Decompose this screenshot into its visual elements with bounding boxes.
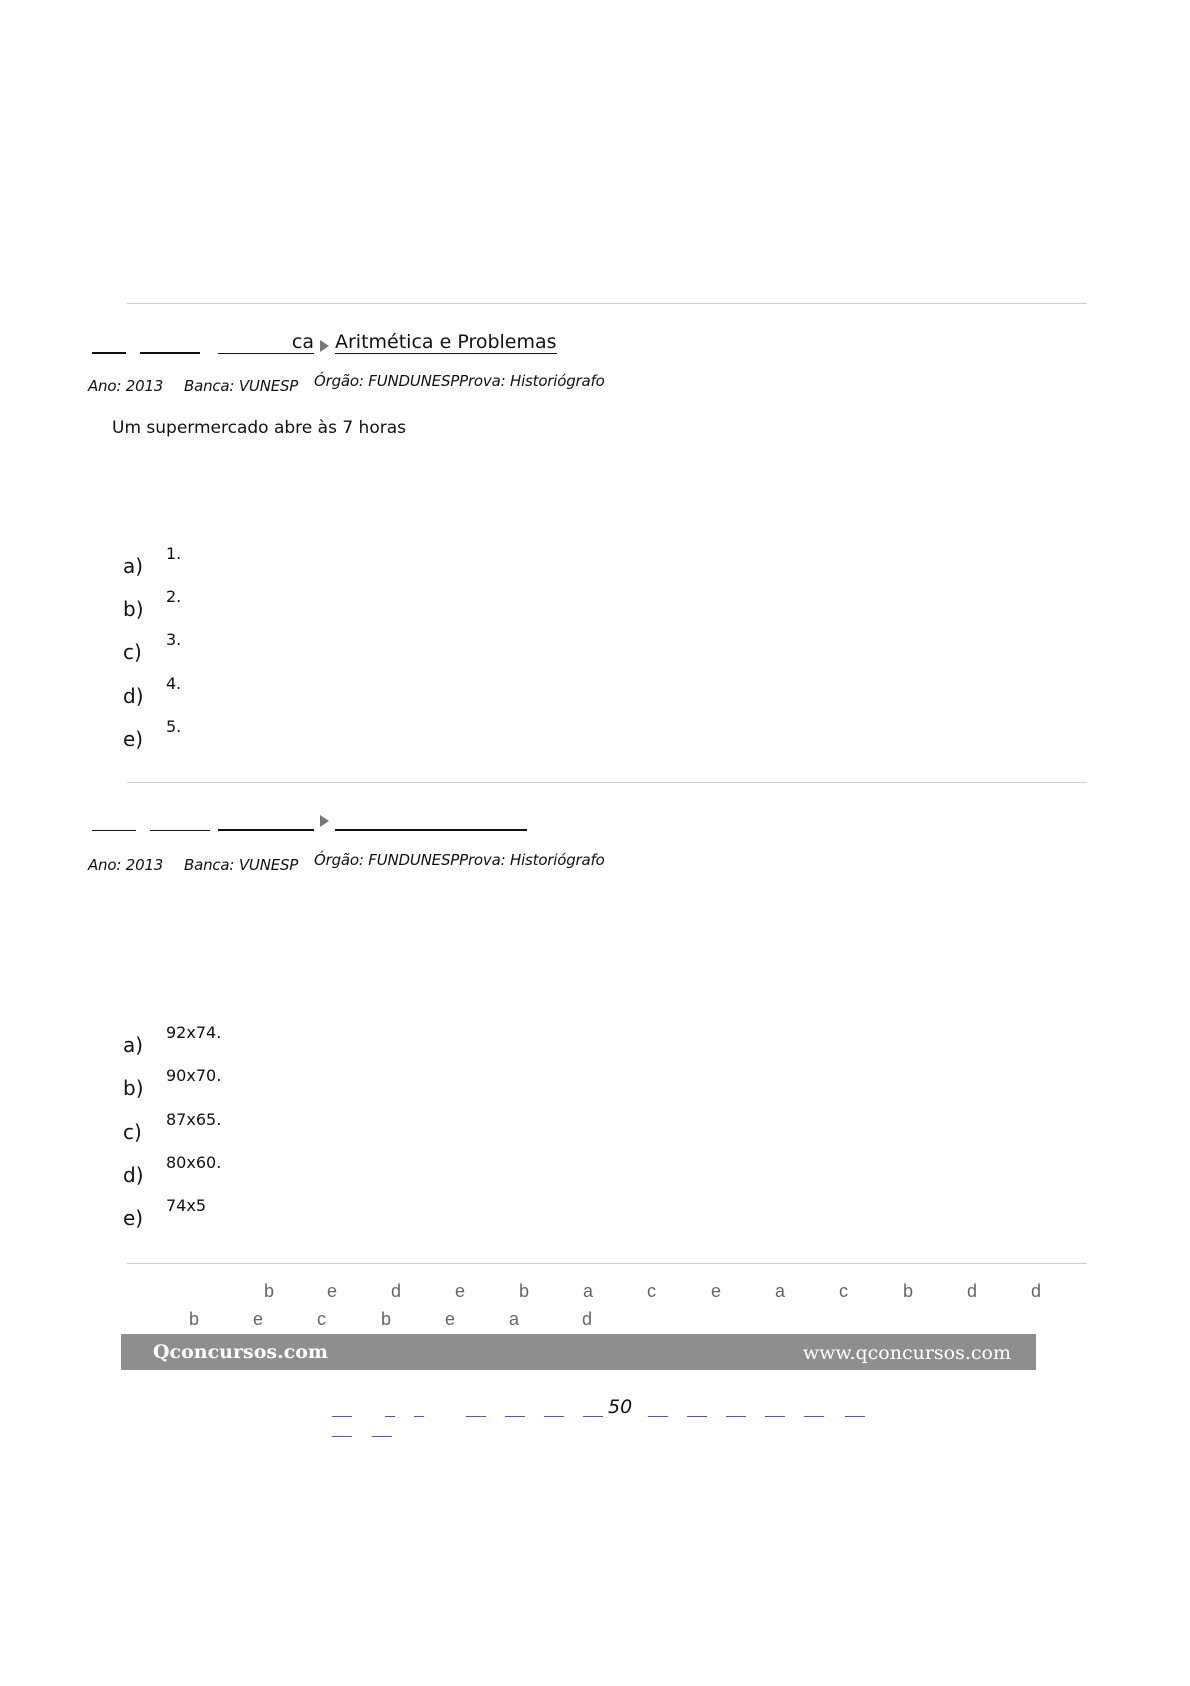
meta-banca: Banca: VUNESP bbox=[184, 856, 299, 874]
breadcrumb-topic-label: Aritmética e Problemas bbox=[335, 331, 557, 353]
option-d-q1[interactable] bbox=[123, 674, 523, 708]
divider-middle bbox=[127, 782, 1087, 783]
option-text: 74x5 bbox=[166, 1196, 207, 1215]
page-link[interactable] bbox=[332, 1416, 352, 1417]
option-letter: b) bbox=[123, 597, 144, 621]
page-link[interactable] bbox=[648, 1416, 668, 1417]
answer-key-item: d bbox=[967, 1281, 978, 1301]
answer-key-item: c bbox=[317, 1309, 326, 1329]
option-letter: a) bbox=[123, 1033, 144, 1057]
page-link[interactable] bbox=[414, 1416, 424, 1417]
page-link[interactable] bbox=[372, 1436, 392, 1437]
divider-bottom bbox=[127, 1263, 1087, 1264]
answer-key-item: e bbox=[327, 1281, 338, 1301]
brand-logo: Qconcursos.com bbox=[153, 1341, 329, 1363]
option-b-q2[interactable] bbox=[123, 1066, 523, 1100]
answer-key-item: a bbox=[583, 1281, 594, 1301]
option-a-q2[interactable] bbox=[123, 1023, 523, 1057]
meta-ano: Ano: 2013 bbox=[88, 856, 164, 874]
page-link[interactable] bbox=[466, 1416, 486, 1417]
breadcrumb-arrow-icon bbox=[320, 815, 329, 827]
option-e-q2[interactable] bbox=[123, 1196, 523, 1230]
answer-key-item: b bbox=[189, 1309, 200, 1329]
option-letter: e) bbox=[123, 1206, 144, 1230]
option-letter: b) bbox=[123, 1076, 144, 1100]
breadcrumb-link-3[interactable] bbox=[218, 331, 314, 354]
page-link[interactable] bbox=[332, 1436, 352, 1437]
meta-banca: Banca: VUNESP bbox=[184, 377, 299, 395]
answer-key-item: e bbox=[253, 1309, 264, 1329]
option-letter: a) bbox=[123, 554, 144, 578]
option-letter: d) bbox=[123, 1163, 144, 1187]
breadcrumb-topic-link[interactable] bbox=[335, 331, 557, 354]
current-page: 50 bbox=[608, 1396, 633, 1418]
answer-key-item: d bbox=[391, 1281, 402, 1301]
breadcrumb-link-1[interactable] bbox=[92, 808, 136, 831]
page-link[interactable] bbox=[385, 1416, 395, 1417]
answer-key-item: a bbox=[775, 1281, 786, 1301]
answer-key-item: b bbox=[519, 1281, 530, 1301]
breadcrumb-arrow-icon bbox=[320, 340, 329, 352]
option-c-q1[interactable] bbox=[123, 630, 523, 664]
option-b-q1[interactable] bbox=[123, 587, 523, 621]
option-letter: d) bbox=[123, 684, 144, 708]
answer-key-item: a bbox=[509, 1309, 520, 1329]
question-stem-q1: Um supermercado abre às 7 horas bbox=[112, 418, 406, 438]
option-d-q2[interactable] bbox=[123, 1153, 523, 1187]
option-a-q1[interactable] bbox=[123, 544, 523, 578]
answer-key-item: d bbox=[1031, 1281, 1042, 1301]
answer-key-item: e bbox=[445, 1309, 456, 1329]
meta-orgao-prova: Órgão: FUNDUNESPProva: Historiógrafo bbox=[314, 851, 605, 869]
page-link[interactable] bbox=[765, 1416, 785, 1417]
option-text: 3. bbox=[166, 630, 182, 649]
breadcrumb-link-2[interactable] bbox=[140, 330, 200, 354]
option-text: 80x60. bbox=[166, 1153, 222, 1172]
answer-key-item: c bbox=[839, 1281, 848, 1301]
breadcrumb-link-1[interactable] bbox=[92, 330, 126, 354]
answer-key-item: c bbox=[647, 1281, 656, 1301]
option-text: 2. bbox=[166, 587, 182, 606]
breadcrumb-link-3-label: ca bbox=[291, 331, 314, 353]
site-url: www.qconcursos.com bbox=[802, 1342, 1011, 1364]
option-text: 87x65. bbox=[166, 1110, 222, 1129]
option-text: 90x70. bbox=[166, 1066, 222, 1085]
option-text: 5. bbox=[166, 717, 182, 736]
page-link[interactable] bbox=[726, 1416, 746, 1417]
breadcrumb-link-3[interactable] bbox=[218, 807, 314, 831]
option-c-q2[interactable] bbox=[123, 1110, 523, 1144]
option-text: 92x74. bbox=[166, 1023, 222, 1042]
meta-orgao-prova: Órgão: FUNDUNESPProva: Historiógrafo bbox=[314, 372, 605, 390]
answer-key-item: b bbox=[903, 1281, 914, 1301]
option-letter: c) bbox=[123, 1120, 142, 1144]
page-link[interactable] bbox=[845, 1416, 865, 1417]
divider-top bbox=[127, 303, 1087, 304]
breadcrumb-link-2[interactable] bbox=[150, 808, 210, 831]
meta-ano: Ano: 2013 bbox=[88, 377, 164, 395]
page-link[interactable] bbox=[583, 1416, 603, 1417]
option-letter: c) bbox=[123, 640, 142, 664]
answer-key-item: d bbox=[582, 1309, 593, 1329]
option-text: 4. bbox=[166, 674, 182, 693]
answer-key-item: e bbox=[455, 1281, 466, 1301]
page-link[interactable] bbox=[804, 1416, 824, 1417]
answer-key-item: b bbox=[264, 1281, 275, 1301]
option-text: 1. bbox=[166, 544, 182, 563]
page-link[interactable] bbox=[544, 1416, 564, 1417]
page-link[interactable] bbox=[687, 1416, 707, 1417]
answer-key-item: e bbox=[711, 1281, 722, 1301]
breadcrumb-topic-link[interactable] bbox=[335, 807, 527, 831]
option-letter: e) bbox=[123, 727, 144, 751]
footer-banner bbox=[121, 1334, 1036, 1370]
answer-key-item: b bbox=[381, 1309, 392, 1329]
page-link[interactable] bbox=[505, 1416, 525, 1417]
option-e-q1[interactable] bbox=[123, 717, 523, 751]
